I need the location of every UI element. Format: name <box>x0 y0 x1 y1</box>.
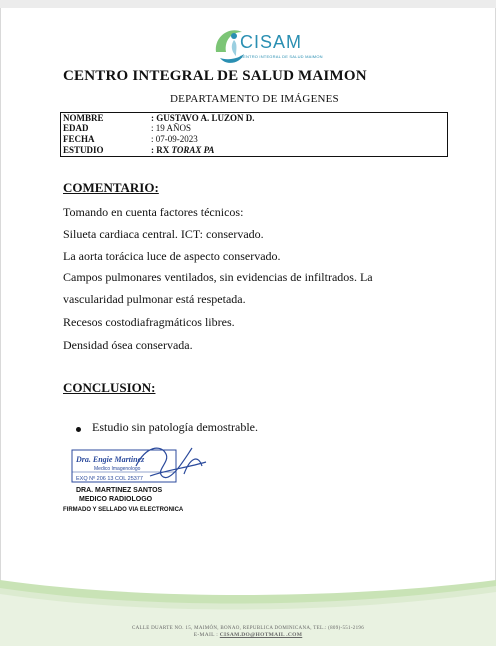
name-value: : GUSTAVO A. LUZON D. <box>151 113 255 123</box>
date-label: FECHA <box>63 134 95 144</box>
study-value: TORAX PA <box>171 145 215 155</box>
study-value-wrap <box>151 146 214 155</box>
doctor-title: MEDICO RADIOLOGO <box>79 496 153 503</box>
comment-heading: COMENTARIO: <box>63 180 159 195</box>
comment-line: Recesos costodiafragmáticos libres. <box>63 315 235 329</box>
comment-line: vascularidad pulmonar está respetada. <box>63 292 246 306</box>
footer-address: CALLE DUARTE NO. 15, MAIMÓN, BONAO, REPUBLICA DOMINICANA, TEL.: (809)-551-2196 <box>131 626 365 631</box>
name-label: NOMBRE <box>63 113 104 123</box>
conclusion-item: Estudio sin patología demostrable. <box>92 420 258 434</box>
study-prefix: : RX <box>151 145 172 155</box>
stamp-exq: EXQ Nº 206 13 COL 25377 <box>76 476 143 482</box>
comment-line: Campos pulmonares ventilados, sin evidencias de infiltrados. La <box>63 270 373 284</box>
study-label: ESTUDIO <box>63 145 104 155</box>
department-name: DEPARTAMENTO DE IMÁGENES <box>170 93 339 105</box>
logo-subtext: CENTRO INTEGRAL DE SALUD MAIMON <box>240 54 323 59</box>
bullet-icon <box>76 427 81 432</box>
logo-text: CISAM <box>240 32 303 52</box>
doctor-name: DRA. MARTINEZ SANTOS <box>76 487 163 494</box>
patient-info-box <box>60 112 448 157</box>
comment-line: Tomando en cuenta factores técnicos: <box>63 205 244 219</box>
signature-stamp <box>66 440 216 490</box>
stamp-title: Medico Imagenologo <box>94 466 141 472</box>
age-value: : 19 AÑOS <box>151 123 192 133</box>
signature-note: FIRMADO Y SELLADO VIA ELECTRONICA <box>63 507 184 513</box>
document-title: CENTRO INTEGRAL DE SALUD MAIMON <box>63 68 367 84</box>
comment-line: Densidad ósea conservada. <box>63 338 193 352</box>
date-value: : 07-09-2023 <box>151 134 198 144</box>
footer-email-line <box>0 632 496 638</box>
conclusion-heading: CONCLUSION: <box>63 380 156 395</box>
footer-email[interactable]: CISAM.DO@HOTMAIL .COM <box>219 632 303 638</box>
age-label: EDAD <box>63 123 89 133</box>
stamp-name: Dra. Engie Martinez <box>76 455 145 464</box>
comment-line: Silueta cardiaca central. ICT: conservado. <box>63 227 264 241</box>
footer-email-label: E-MAIL : <box>193 632 220 638</box>
top-strip <box>0 0 496 8</box>
comment-line: La aorta torácica luce de aspecto conservado. <box>63 249 281 263</box>
